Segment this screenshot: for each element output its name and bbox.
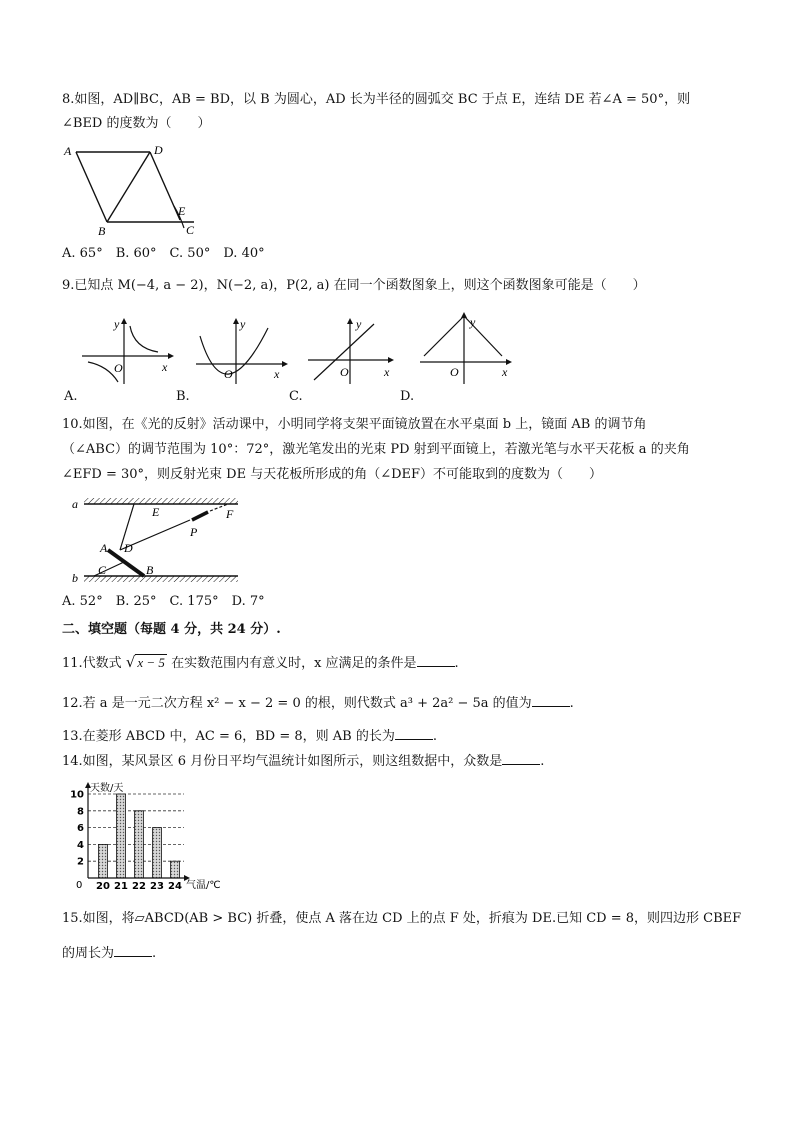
q10-options: A. 52° B. 25° C. 175° D. 7° <box>62 594 265 609</box>
q15-line2 <box>62 944 156 963</box>
q10-line3: ∠EFD = 30°，则反射光束 DE 与天花板所形成的角（∠DEF）不可能取到的度数为（ ） <box>62 467 603 482</box>
q8-figure <box>62 140 202 240</box>
q9-graph-b <box>194 316 290 386</box>
temperature-bar-chart <box>62 780 242 890</box>
q9d-y: y <box>470 315 476 329</box>
q12-answer-blank[interactable] <box>532 694 570 707</box>
q9b-y: y <box>240 317 246 331</box>
y-tick-label: 8 <box>77 806 84 818</box>
q15-end: . <box>152 946 157 961</box>
q10-line1: 10.如图，在《光的反射》活动课中，小明同学将支架平面镜放置在水平桌面 b 上，镜面 AB 的调节角 <box>62 417 647 432</box>
q8-label-c: C <box>186 223 195 237</box>
q15-line2-pre: 的周长为 <box>62 946 115 961</box>
q9-graph-c <box>306 316 402 386</box>
q13-pre: 13.在菱形 ABCD 中，AC = 6，BD = 8，则 AB 的长为 <box>62 729 395 744</box>
q10-label-a-line: a <box>72 497 78 511</box>
q9c-y: y <box>356 317 362 331</box>
y-tick-label: 6 <box>77 823 84 835</box>
q9-graph-d <box>418 310 518 386</box>
q9-text: 9.已知点 M(−4, a − 2)，N(−2, a)，P(2, a) 在同一个函数图象上，则这个函数图象可能是（ ） <box>62 278 646 293</box>
chart-origin-label: 0 <box>76 880 83 890</box>
x-tick-label: 23 <box>150 881 164 890</box>
q14-end: . <box>540 754 545 769</box>
q9a-y: y <box>114 317 120 331</box>
bar-21 <box>117 794 126 878</box>
y-tick-label: 10 <box>70 789 84 801</box>
q12-end: . <box>569 696 574 711</box>
q9c-o: O <box>340 365 349 379</box>
q9b-o: O <box>224 367 233 381</box>
q13-answer-blank[interactable] <box>395 727 433 740</box>
q10-label-d: D <box>124 541 133 555</box>
bar-24 <box>171 861 180 878</box>
q12 <box>62 694 574 713</box>
q11-end: . <box>454 656 459 671</box>
q11-answer-blank[interactable] <box>417 654 455 667</box>
q9a-x: x <box>162 360 168 374</box>
q8-label-e: E <box>178 204 186 218</box>
q10-figure <box>62 490 242 590</box>
q14-answer-blank[interactable] <box>502 752 540 765</box>
q10-label-a: A <box>100 541 108 555</box>
q11-radicand: x − 5 <box>137 655 165 670</box>
q9-option-a: A. <box>64 389 78 404</box>
y-tick-label: 2 <box>77 856 84 868</box>
chart-xlabel: 气温/℃ <box>186 880 221 890</box>
x-tick-label: 21 <box>114 881 128 890</box>
q14 <box>62 752 544 771</box>
q9-graph-a <box>78 316 174 386</box>
q8-line2: ∠BED 的度数为（ ） <box>62 116 211 131</box>
q10-label-e: E <box>152 505 160 519</box>
q10-label-c: C <box>98 563 107 577</box>
q9b-x: x <box>274 367 280 381</box>
radical-sign-icon: √ <box>125 653 136 671</box>
q13 <box>62 727 437 746</box>
q10-label-p: P <box>190 525 198 539</box>
y-tick-label: 4 <box>77 839 84 851</box>
q11 <box>62 653 459 673</box>
bar-20 <box>99 844 108 878</box>
q11-post: 在实数范围内有意义时，x 应满足的条件是 <box>171 656 417 671</box>
bar-22 <box>135 811 144 878</box>
x-tick-label: 24 <box>168 881 182 890</box>
x-tick-label: 20 <box>96 881 110 890</box>
q10-label-b: B <box>146 563 154 577</box>
q8-label-b: B <box>98 224 106 238</box>
q9c-x: x <box>384 365 390 379</box>
q13-end: . <box>432 729 438 744</box>
q10-line2: （∠ABC）的调节范围为 10°：72°，激光笔发出的光束 PD 射到平面镜上，若激光笔与水平天花板 a 的夹角 <box>62 442 690 457</box>
q9-option-d: D. <box>400 389 415 404</box>
q12-pre: 12.若 a 是一元二次方程 x² − x − 2 = 0 的根，则代数式 a³ + 2a² − 5a 的值为 <box>62 696 532 711</box>
q9a-o: O <box>114 361 123 375</box>
q8-line1: 8.如图，AD∥BC，AB = BD，以 B 为圆心，AD 长为半径的圆弧交 BC 于点 E，连结 DE 若∠A = 50°，则 <box>62 92 691 107</box>
q8-label-d: D <box>154 143 163 157</box>
q15-answer-blank[interactable] <box>114 944 152 957</box>
q8-label-a: A <box>64 144 72 158</box>
section2-heading: 二、填空题（每题 4 分，共 24 分）. <box>62 622 281 637</box>
q14-chart <box>62 780 242 890</box>
q9d-o: O <box>450 365 459 379</box>
q10-label-b-line: b <box>72 571 78 585</box>
q10-label-f: F <box>226 507 234 521</box>
q9-option-b: B. <box>176 389 190 404</box>
q9d-x: x <box>502 365 508 379</box>
q11-pre: 11.代数式 <box>62 656 122 671</box>
q14-pre: 14.如图，某风景区 6 月份日平均气温统计如图所示，则这组数据中，众数是 <box>62 754 503 769</box>
x-tick-label: 22 <box>132 881 146 890</box>
chart-ylabel: 天数/天 <box>90 783 124 794</box>
bar-23 <box>153 828 162 878</box>
q8-options: A. 65° B. 60° C. 50° D. 40° <box>62 246 265 261</box>
q15-line1: 15.如图，将▱ABCD(AB > BC) 折叠，使点 A 落在边 CD 上的点 F 处，折痕为 DE.已知 CD = 8，则四边形 CBEF <box>62 911 742 926</box>
q9-option-c: C. <box>289 389 303 404</box>
